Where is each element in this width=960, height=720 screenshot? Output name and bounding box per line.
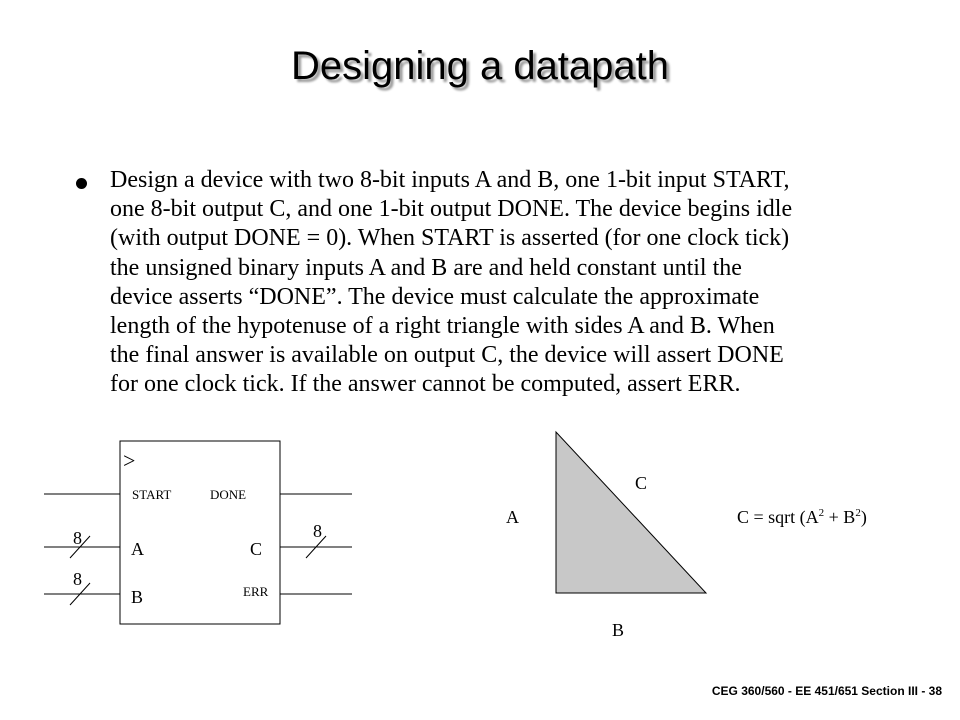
bullet-line: the unsigned binary inputs A and B are and held constant until the [110,254,742,281]
clock-symbol: > [123,448,136,473]
output-c-label: C [250,539,263,559]
done-label: DONE [210,487,247,502]
formula-mid: + B [824,507,856,527]
bullet-line: one 8-bit output C, and one 1-bit output DONE. The device begins idle [110,196,793,223]
bullet-line: for one clock tick. If the answer cannot be computed, assert ERR. [110,371,741,398]
formula [737,507,867,528]
side-a-label: A [506,507,519,527]
hypotenuse-label: C [635,473,648,493]
input-a-label: A [131,539,144,559]
a-width-label: 8 [73,528,82,548]
slide-title: Designing a datapath [290,44,670,88]
formula-exponent: 2 [855,507,861,519]
b-width-label: 8 [73,569,82,589]
err-label: ERR [243,584,269,599]
formula-main: C = sqrt (A [737,507,819,527]
right-triangle [556,432,706,593]
bullet-line: device asserts “DONE”. The device must calculate the approximate [110,283,760,310]
input-b-label: B [131,587,144,607]
bullet-line: length of the hypotenuse of a right triangle with sides A and B. When [110,313,775,340]
slide-footer: CEG 360/560 - EE 451/651 Section III - 38 [711,684,942,698]
formula-exponent: 2 [818,507,825,519]
bullet-line: the final answer is available on output C, the device will assert DONE [110,342,784,369]
bullet-line: Design a device with two 8-bit inputs A and B, one 1-bit input START, [110,167,790,193]
start-label: START [132,487,172,502]
side-b-label: B [612,620,625,640]
bullet-line: (with output DONE = 0). When START is asserted (for one clock tick) [110,225,790,252]
formula-end: ) [860,507,867,527]
c-width-label: 8 [313,521,322,541]
